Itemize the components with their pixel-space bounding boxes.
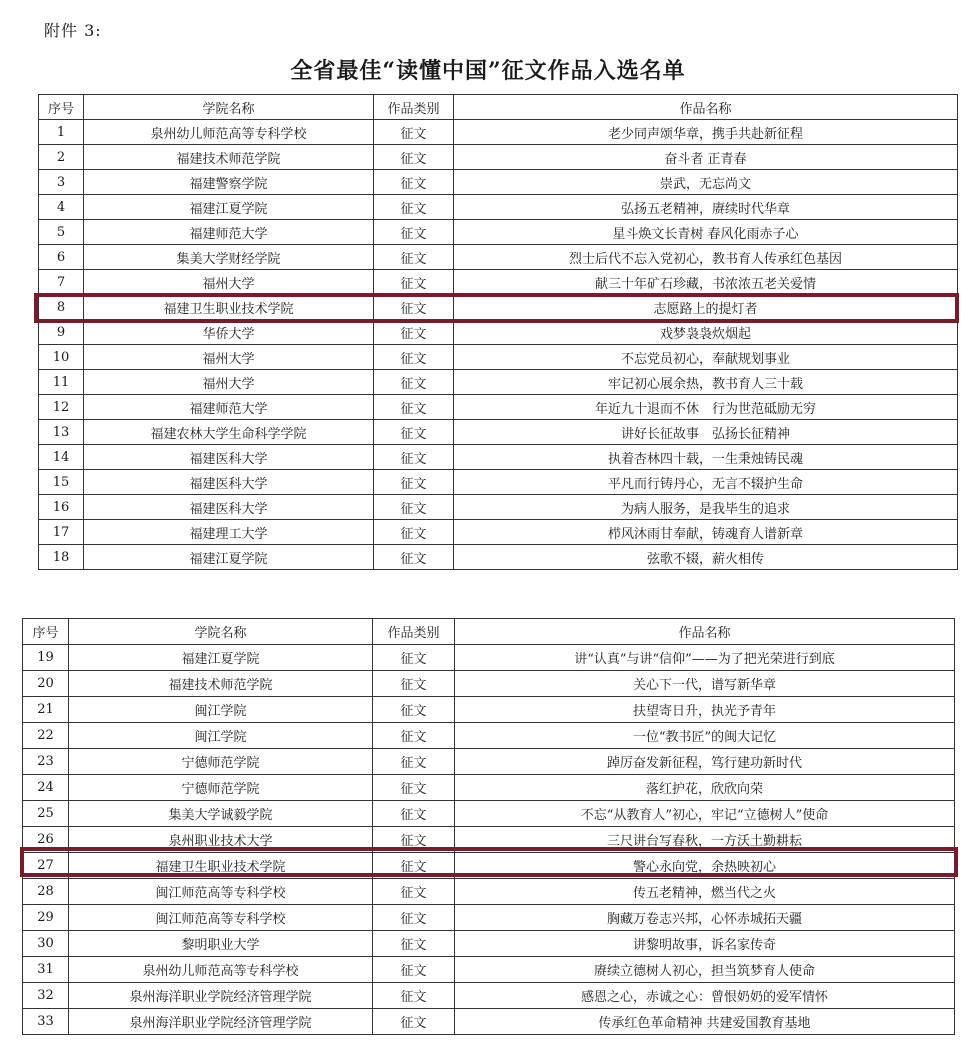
cell-work-title: 扶望寄日升，执光予青年 xyxy=(455,697,955,723)
cell-category: 征文 xyxy=(373,879,455,905)
cell-school: 福建江夏学院 xyxy=(69,645,373,671)
cell-index: 1 xyxy=(39,120,84,145)
col-header-work-title: 作品名称 xyxy=(454,95,958,120)
cell-index: 12 xyxy=(39,395,84,420)
cell-index: 25 xyxy=(23,801,69,827)
table-row xyxy=(39,545,958,570)
cell-school: 闽江学院 xyxy=(69,697,373,723)
cell-index: 21 xyxy=(23,697,69,723)
table-row xyxy=(23,879,955,905)
cell-category: 征文 xyxy=(374,320,454,345)
cell-work-title: 栉风沐雨甘奉献，铸魂育人谱新章 xyxy=(454,520,958,545)
cell-school: 宁德师范学院 xyxy=(69,749,373,775)
cell-category: 征文 xyxy=(373,827,455,853)
cell-work-title: 赓续立德树人初心，担当筑梦育人使命 xyxy=(455,957,955,983)
col-header-index: 序号 xyxy=(23,619,69,645)
cell-work-title: 不忘“从教育人”初心，牢记“立德树人”使命 xyxy=(455,801,955,827)
table-row xyxy=(39,195,958,220)
cell-index: 26 xyxy=(23,827,69,853)
cell-work-title: 传承红色革命精神 共建爱国教育基地 xyxy=(455,1009,955,1035)
cell-school: 泉州幼儿师范高等专科学校 xyxy=(69,957,373,983)
cell-work-title: 崇武，无忘尚文 xyxy=(454,170,958,195)
table-row xyxy=(23,905,955,931)
cell-work-title: 老少同声颂华章，携手共赴新征程 xyxy=(454,120,958,145)
cell-school: 福建技术师范学院 xyxy=(84,145,374,170)
cell-category: 征文 xyxy=(374,370,454,395)
cell-category: 征文 xyxy=(373,957,455,983)
cell-category: 征文 xyxy=(374,245,454,270)
cell-work-title: 讲黎明故事，诉名家传奇 xyxy=(455,931,955,957)
cell-school: 福建医科大学 xyxy=(84,495,374,520)
cell-category: 征文 xyxy=(373,801,455,827)
cell-index: 10 xyxy=(39,345,84,370)
cell-school: 福建医科大学 xyxy=(84,470,374,495)
cell-school: 闽江师范高等专科学校 xyxy=(69,905,373,931)
cell-category: 征文 xyxy=(374,195,454,220)
cell-index: 31 xyxy=(23,957,69,983)
cell-school: 福州大学 xyxy=(84,345,374,370)
cell-school: 福建师范大学 xyxy=(84,395,374,420)
table-row xyxy=(39,245,958,270)
cell-school: 集美大学诚毅学院 xyxy=(69,801,373,827)
table-row xyxy=(23,775,955,801)
table-row xyxy=(23,749,955,775)
winners-table-1 xyxy=(38,94,958,570)
cell-category: 征文 xyxy=(373,905,455,931)
table-row xyxy=(23,957,955,983)
cell-category: 征文 xyxy=(374,445,454,470)
table-header-row xyxy=(39,95,958,120)
cell-index: 16 xyxy=(39,495,84,520)
col-header-category: 作品类别 xyxy=(374,95,454,120)
cell-index: 13 xyxy=(39,420,84,445)
cell-work-title: 为病人服务，是我毕生的追求 xyxy=(454,495,958,520)
table-row xyxy=(39,120,958,145)
cell-category: 征文 xyxy=(374,120,454,145)
table-row xyxy=(39,395,958,420)
cell-work-title: 戏梦袅袅炊烟起 xyxy=(454,320,958,345)
cell-work-title: 踔厉奋发新征程，笃行建功新时代 xyxy=(455,749,955,775)
cell-school: 闽江学院 xyxy=(69,723,373,749)
attachment-label: 附件 3: xyxy=(44,21,102,40)
cell-index: 14 xyxy=(39,445,84,470)
cell-school: 福建师范大学 xyxy=(84,220,374,245)
cell-index: 9 xyxy=(39,320,84,345)
cell-school: 福建农林大学生命科学学院 xyxy=(84,420,374,445)
col-header-index: 序号 xyxy=(39,95,84,120)
cell-category: 征文 xyxy=(373,775,455,801)
table-row xyxy=(23,827,955,853)
cell-school: 泉州海洋职业学院经济管理学院 xyxy=(69,1009,373,1035)
table-row xyxy=(23,671,955,697)
table-row xyxy=(39,220,958,245)
cell-work-title: 感恩之心，赤诚之心：曾恨奶奶的爱军情怀 xyxy=(455,983,955,1009)
cell-category: 征文 xyxy=(373,723,455,749)
page-title: 全省最佳“读懂中国”征文作品入选名单 xyxy=(290,58,686,84)
table-header-row xyxy=(23,619,955,645)
cell-category: 征文 xyxy=(374,345,454,370)
table-row xyxy=(23,983,955,1009)
cell-work-title: 三尺讲台写春秋，一方沃土勤耕耘 xyxy=(455,827,955,853)
cell-work-title: 警心永向党，余热映初心 xyxy=(455,853,955,879)
cell-category: 征文 xyxy=(373,645,455,671)
cell-category: 征文 xyxy=(374,395,454,420)
cell-index: 28 xyxy=(23,879,69,905)
cell-work-title: 星斗焕文长青树 春风化雨赤子心 xyxy=(454,220,958,245)
cell-index: 18 xyxy=(39,545,84,570)
cell-school: 宁德师范学院 xyxy=(69,775,373,801)
cell-category: 征文 xyxy=(374,420,454,445)
table-row xyxy=(23,697,955,723)
col-header-school: 学院名称 xyxy=(84,95,374,120)
cell-index: 4 xyxy=(39,195,84,220)
cell-work-title: 弘扬五老精神，赓续时代华章 xyxy=(454,195,958,220)
cell-school: 福建技术师范学院 xyxy=(69,671,373,697)
cell-index: 29 xyxy=(23,905,69,931)
cell-index: 19 xyxy=(23,645,69,671)
cell-index: 6 xyxy=(39,245,84,270)
cell-work-title: 年近九十退而不休 行为世范砥励无穷 xyxy=(454,395,958,420)
table-row xyxy=(23,801,955,827)
cell-category: 征文 xyxy=(374,295,454,320)
cell-work-title: 讲“认真”与讲“信仰”——为了把光荣进行到底 xyxy=(455,645,955,671)
cell-index: 17 xyxy=(39,520,84,545)
cell-index: 15 xyxy=(39,470,84,495)
table-row xyxy=(39,295,958,320)
cell-index: 33 xyxy=(23,1009,69,1035)
cell-school: 福州大学 xyxy=(84,270,374,295)
table-row xyxy=(39,145,958,170)
cell-school: 华侨大学 xyxy=(84,320,374,345)
cell-index: 32 xyxy=(23,983,69,1009)
cell-work-title: 传五老精神，燃当代之火 xyxy=(455,879,955,905)
table-row xyxy=(39,520,958,545)
cell-work-title: 奋斗者 正青春 xyxy=(454,145,958,170)
cell-work-title: 一位“教书匠”的闽大记忆 xyxy=(455,723,955,749)
cell-work-title: 牢记初心展余热，教书育人三十载 xyxy=(454,370,958,395)
cell-school: 泉州职业技术大学 xyxy=(69,827,373,853)
cell-school: 福建卫生职业技术学院 xyxy=(69,853,373,879)
cell-index: 8 xyxy=(39,295,84,320)
cell-work-title: 执着杏林四十载，一生秉烛铸民魂 xyxy=(454,445,958,470)
cell-school: 福州大学 xyxy=(84,370,374,395)
table-row xyxy=(39,495,958,520)
cell-category: 征文 xyxy=(373,749,455,775)
table-row xyxy=(23,645,955,671)
cell-index: 27 xyxy=(23,853,69,879)
cell-index: 30 xyxy=(23,931,69,957)
cell-index: 7 xyxy=(39,270,84,295)
cell-school: 福建江夏学院 xyxy=(84,545,374,570)
cell-school: 福建医科大学 xyxy=(84,445,374,470)
cell-school: 集美大学财经学院 xyxy=(84,245,374,270)
cell-school: 泉州海洋职业学院经济管理学院 xyxy=(69,983,373,1009)
cell-category: 征文 xyxy=(373,931,455,957)
table-row xyxy=(39,170,958,195)
cell-category: 征文 xyxy=(373,697,455,723)
cell-school: 泉州幼儿师范高等专科学校 xyxy=(84,120,374,145)
cell-category: 征文 xyxy=(374,270,454,295)
cell-work-title: 平凡而行铸丹心，无言不辍护生命 xyxy=(454,470,958,495)
table-row xyxy=(39,345,958,370)
cell-school: 福建警察学院 xyxy=(84,170,374,195)
table-row xyxy=(23,723,955,749)
table-row xyxy=(39,370,958,395)
cell-index: 23 xyxy=(23,749,69,775)
cell-index: 5 xyxy=(39,220,84,245)
table-row xyxy=(23,1009,955,1035)
cell-category: 征文 xyxy=(373,853,455,879)
cell-category: 征文 xyxy=(374,470,454,495)
cell-category: 征文 xyxy=(374,170,454,195)
cell-category: 征文 xyxy=(373,983,455,1009)
cell-index: 11 xyxy=(39,370,84,395)
table-row xyxy=(39,320,958,345)
cell-index: 22 xyxy=(23,723,69,749)
table-row xyxy=(39,445,958,470)
cell-work-title: 烈士后代不忘入党初心，教书育人传承红色基因 xyxy=(454,245,958,270)
cell-work-title: 志愿路上的提灯者 xyxy=(454,295,958,320)
col-header-work-title: 作品名称 xyxy=(455,619,955,645)
table-row xyxy=(39,270,958,295)
cell-work-title: 献三十年矿石珍藏，书浓浓五老关爱情 xyxy=(454,270,958,295)
cell-index: 24 xyxy=(23,775,69,801)
table-row xyxy=(39,420,958,445)
cell-category: 征文 xyxy=(373,671,455,697)
cell-work-title: 不忘党员初心，奉献规划事业 xyxy=(454,345,958,370)
cell-school: 福建江夏学院 xyxy=(84,195,374,220)
cell-category: 征文 xyxy=(374,520,454,545)
table-body-1 xyxy=(39,120,958,570)
cell-school: 闽江师范高等专科学校 xyxy=(69,879,373,905)
col-header-school: 学院名称 xyxy=(69,619,373,645)
cell-index: 20 xyxy=(23,671,69,697)
cell-category: 征文 xyxy=(374,220,454,245)
cell-school: 福建卫生职业技术学院 xyxy=(84,295,374,320)
table-body-2 xyxy=(23,645,955,1035)
cell-index: 2 xyxy=(39,145,84,170)
table-row xyxy=(23,931,955,957)
cell-work-title: 关心下一代，谱写新华章 xyxy=(455,671,955,697)
cell-work-title: 落红护花，欣欣向荣 xyxy=(455,775,955,801)
cell-work-title: 弦歌不辍，薪火相传 xyxy=(454,545,958,570)
cell-category: 征文 xyxy=(373,1009,455,1035)
cell-work-title: 胸藏万卷志兴邦，心怀赤城拓天疆 xyxy=(455,905,955,931)
cell-school: 福建理工大学 xyxy=(84,520,374,545)
cell-category: 征文 xyxy=(374,145,454,170)
cell-category: 征文 xyxy=(374,495,454,520)
col-header-category: 作品类别 xyxy=(373,619,455,645)
cell-work-title: 讲好长征故事 弘扬长征精神 xyxy=(454,420,958,445)
table-row xyxy=(39,470,958,495)
winners-table-2 xyxy=(22,618,955,1035)
cell-school: 黎明职业大学 xyxy=(69,931,373,957)
cell-category: 征文 xyxy=(374,545,454,570)
table-row xyxy=(23,853,955,879)
cell-index: 3 xyxy=(39,170,84,195)
